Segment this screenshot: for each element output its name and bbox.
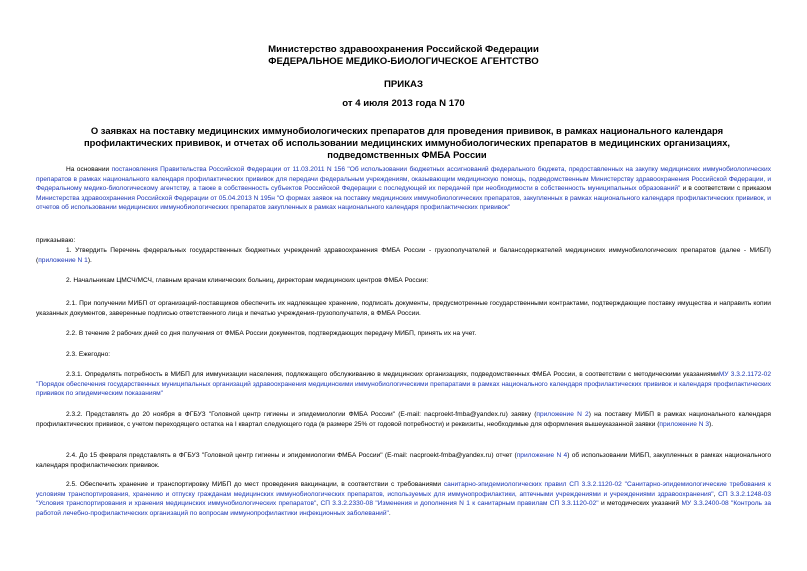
link-government-decree[interactable]: постановления Правительства Российской Федерации от 11.03.2011 N 156 "Об использовании бюджетных ассигнований федерального бюджета, предоставленных на закупку медицинских иммунобиологических препаратов в рамках национального календаря профилактических прививок для передачи федеральным учреждениям, оказывающим медицинскую помощь, подведомственным Министерству здравоохранения Российской Федерации, и Федеральному медико-биологическому агентству, а также в собственность субъектов Российской Федерации с последующей их передачей при необходимости в собственность муниципальных образований"	[36, 166, 771, 193]
paragraph-2-3-1	[36, 370, 771, 399]
link-ministry-order[interactable]: Министерства здравоохранения Российской Федерации от 05.04.2013 N 195н "О формах заявок на поставку медицинских иммунобиологических препаратов, закупленных в рамках национального календаря профилактических прививок, и отчетов об использовании медицинских иммунобиологических препаратов закупленных в рамках национального календаря профилактических прививок"	[36, 194, 771, 212]
text: и в соответствии с приказом	[680, 185, 771, 193]
text: 2.3.2. Представлять до 20 ноября в ФГБУЗ "Головной центр гигиены и эпидемиологии ФМБА России" (E-mail: nacproekt-fmba@yandex.ru) заявку (	[66, 411, 537, 418]
link-sp-3-3-2-2330-08[interactable]: СП 3.3.2.2330-08 "Изменения и дополнения N 1 к санитарным правилам СП 3.3.1120-02"	[320, 500, 599, 508]
text: ,	[316, 500, 321, 508]
paragraph-2-1: 2.1. При получении МИБП от организаций-поставщиков обеспечить их надлежащее хранение, подписать документы, предусмотренные государственными контрактами, подтверждающие поставку имущества и направить копии указанных документов, заверенные подписью ответственного лица и печатью учреждения-грузополучателя, в ФМБА России.	[36, 300, 771, 317]
paragraph-2-4	[36, 451, 771, 470]
document-type: ПРИКАЗ	[384, 79, 423, 90]
paragraph-1	[36, 246, 771, 265]
link-appendix-3[interactable]: приложение N 3	[659, 420, 710, 428]
text: 2.3.1. Определять потребность в МИБП для иммунизации населения, подлежащего обслуживанию в медицинских организациях, подведомственных ФМБА России, в соответствии с методическими указаниями	[66, 371, 719, 378]
link-mu-3-3-2400-08[interactable]: МУ 3.3.2400-08 "Контроль за работой лечебно-профилактических организаций по вопросам иммунопрофилактики инфекционных заболеваний"	[36, 500, 772, 517]
document-date-number: от 4 июля 2013 года N 170	[342, 98, 465, 109]
text: ) об использовании МИБП, закупленных в рамках национального календаря профилактических прививок.	[36, 452, 771, 469]
link-appendix-4[interactable]: приложение N 4	[516, 452, 568, 459]
ministry-title: Министерство здравоохранения Российской Федерации	[268, 44, 539, 55]
text: На основании	[66, 166, 112, 173]
paragraph-2-3: 2.3. Ежегодно:	[66, 351, 111, 358]
text: 2.4. До 15 февраля представлять в ФГБУЗ "Головной центр гигиены и эпидемиологии ФМБА России" (E-mail: nacproekt-fmba@yandex.ru) отчет (	[66, 452, 517, 459]
text: ,	[713, 490, 719, 498]
text: 1. Утвердить Перечень федеральных государственных бюджетных учреждений здравоохранения ФМБА России - грузополучателей и балансодержателей медицинских иммунобиологических препаратов (далее - МИБП) (	[36, 247, 771, 264]
link-appendix-2[interactable]: приложение N 2	[536, 411, 589, 418]
text: и методических указаний	[598, 500, 682, 508]
link-sp-3-3-2-1248-03[interactable]: СП 3.3.2.1248-03 "Условия транспортирования и хранения медицинских иммунобиологических препаратов"	[36, 490, 771, 508]
paragraph-2-2: 2.2. В течение 2 рабочих дней со дня получения от ФМБА России документов, подтверждающих передачу МИБП, принять их на учет.	[66, 330, 477, 337]
link-sp-3-3-2-1120-02[interactable]: санитарно-эпидемиологических правил СП 3.3.2.1120-02 "Санитарно-эпидемиологические требования к условиям транспортирования, хранению и отпуску гражданам медицинских иммунобиологических препаратов, используемых для иммунопрофилактики, аптечными учреждениями и учреждениями здравоохранения"	[36, 481, 771, 498]
paragraph-2: 2. Начальникам ЦМСЧ/МСЧ, главным врачам клинических больниц, директорам медицинских центров ФМБА России:	[66, 277, 429, 284]
document-subject: О заявках на поставку медицинских иммунобиологических препаратов для проведения прививок, в рамках национального календаря профилактических прививок, и отчетах об использовании медицинских иммунобиологических препаратов в медицинских организациях, подведомственных ФМБА России	[83, 125, 731, 160]
paragraph-2-5	[36, 480, 771, 518]
text: 2.5. Обеспечить хранение и транспортировку МИБП до мест проведения вакцинации, в соответствии с требованиями	[66, 481, 444, 488]
link-mu-3-3-2-1172-02[interactable]: МУ 3.3.2.1172-02 "Порядок обеспечения государственных муниципальных организаций здравоохранения медицинскими иммунобиологическими препаратами в рамках национального календаря профилактических прививок и календаря профилактических прививок по эпидемическим показаниям"	[36, 371, 771, 398]
text: ) на поставку МИБП в рамках национального календаря профилактических прививок, с учетом переходящего остатка на I квартал следующего года (в размере 25% от годовой потребности) и реквизиты, необходимые для оформления вышеуказанной заявки (	[36, 411, 771, 428]
paragraph-order: приказываю:	[36, 237, 76, 244]
text: ).	[87, 256, 92, 264]
paragraph-2-3-2	[36, 410, 771, 429]
link-appendix-1[interactable]: приложение N 1	[38, 256, 88, 264]
paragraph-basis	[36, 165, 771, 213]
text: .	[388, 509, 391, 517]
agency-title: ФЕДЕРАЛЬНОЕ МЕДИКО-БИОЛОГИЧЕСКОЕ АГЕНТСТВО	[268, 56, 539, 67]
text: ).	[709, 420, 714, 428]
